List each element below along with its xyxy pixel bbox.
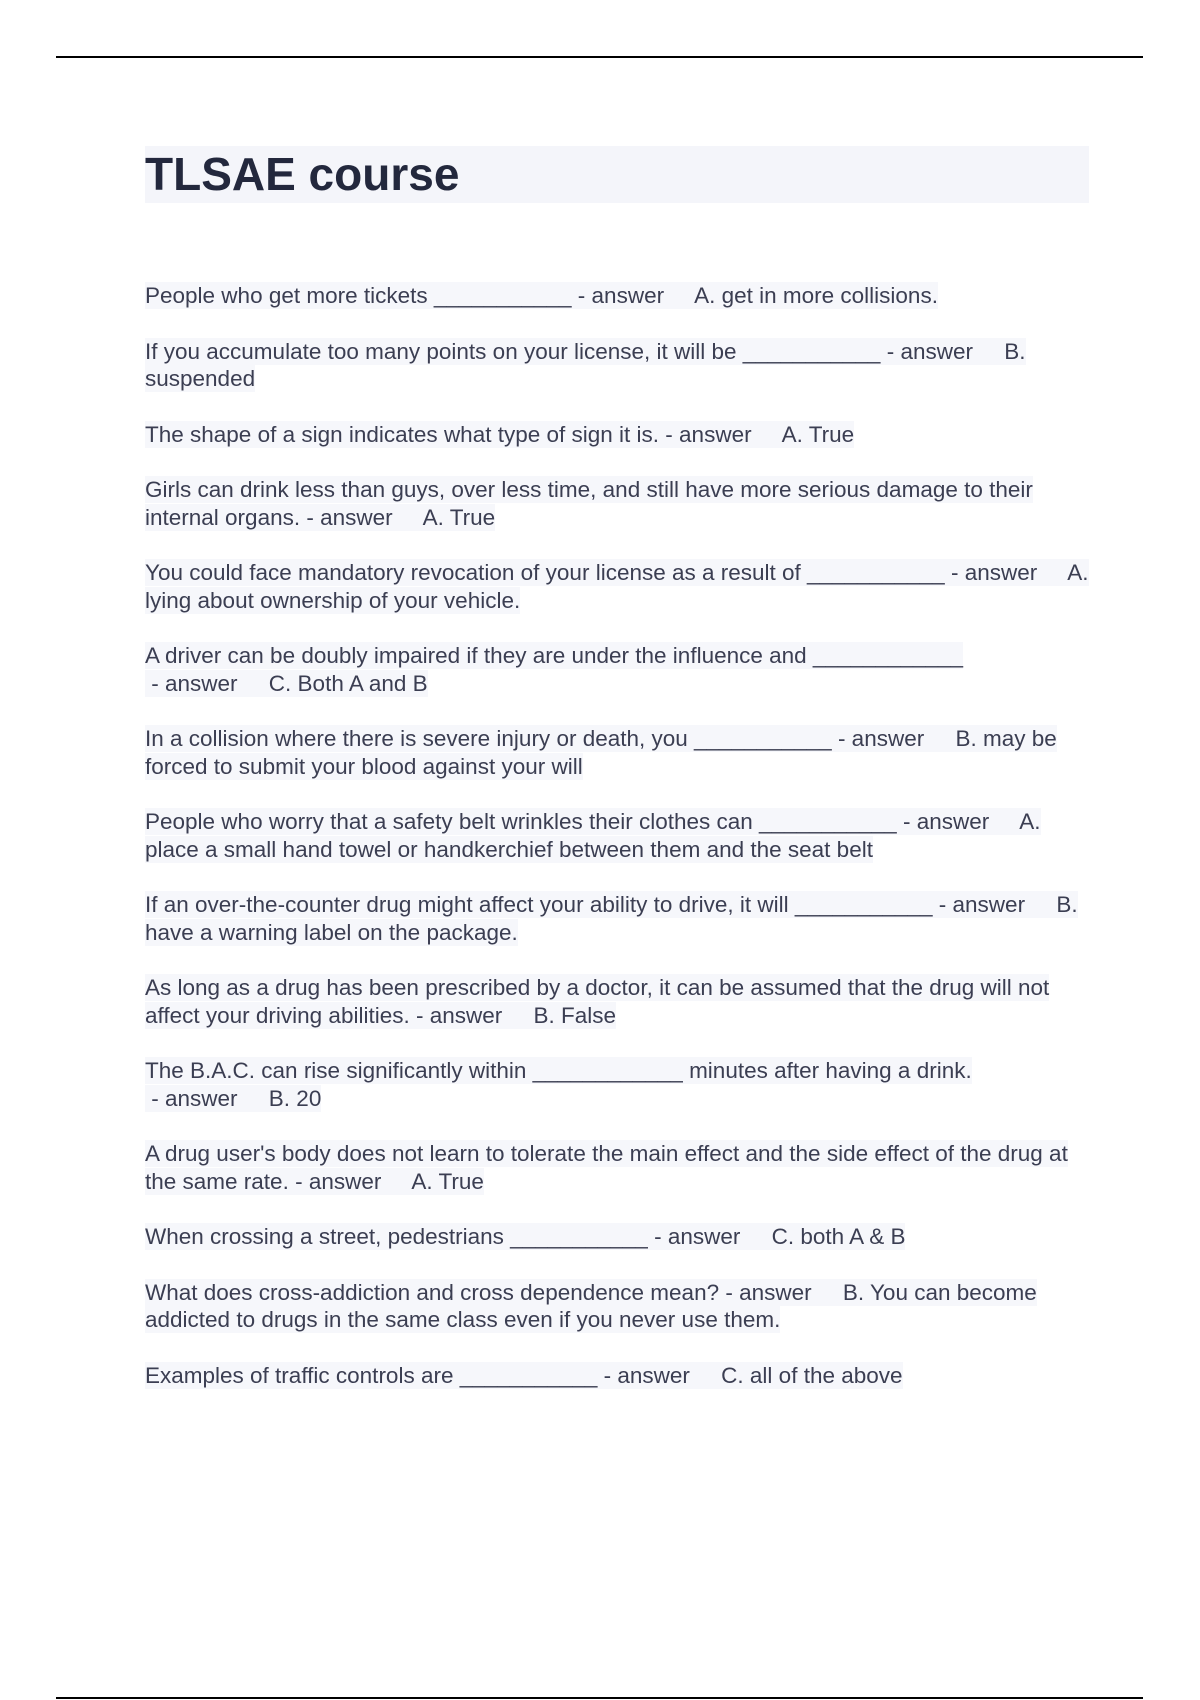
qa-item [145,808,1090,863]
answer-separator: - answer [647,1224,772,1249]
question-text: As long as a drug has been prescribed by a doctor, it can be assumed that the drug will not affect your driving abilities. [145,975,1050,1028]
answer-separator: - answer [932,892,1057,917]
answer-text: B. suspended [145,338,1026,391]
question-text: Girls can drink less than guys, over less time, and still have more serious damage to their internal organs. [145,477,1033,530]
qa-item [145,1057,1090,1112]
qa-list [145,282,1090,1417]
answer-separator: - answer [831,726,956,751]
question-text: A driver can be doubly impaired if they are under the influence and ____________ [145,643,964,668]
qa-item [145,642,1090,697]
bottom-rule [56,1697,1143,1699]
answer-separator: - answer [880,338,1005,364]
answer-separator: - answer [300,504,423,530]
qa-item [145,282,1090,310]
question-text: What does cross-addiction and cross dependence mean? [145,1279,720,1305]
question-text: Examples of traffic controls are ___________ [145,1362,598,1388]
answer-text: C. Both A and B [268,670,428,696]
answer-separator: - answer [145,670,269,696]
question-text: When crossing a street, pedestrians ___________ [145,1224,648,1249]
answer-separator: - answer [409,1002,534,1028]
answer-text: A. True [422,504,496,530]
answer-separator: - answer [659,421,782,447]
question-text: A drug user's body does not learn to tolerate the main effect and the side effect of the drug at the same rate. [145,1141,1068,1194]
qa-item [145,1140,1090,1195]
qa-item [145,421,1090,449]
answer-text: C. all of the above [721,1362,903,1388]
question-text: People who worry that a safety belt wrinkles their clothes can ___________ [145,809,897,834]
answer-text: B. have a warning label on the package. [145,892,1078,945]
answer-text: B. False [533,1002,617,1028]
answer-separator: - answer [719,1279,843,1305]
answer-separator: - answer [571,283,695,308]
answer-separator: - answer [597,1362,722,1388]
answer-text: C. both A & B [771,1224,906,1249]
answer-text: B. may be forced to submit your blood against your will [145,726,1057,779]
answer-text: B. 20 [268,1085,322,1111]
qa-item [145,476,1090,531]
question-text: The shape of a sign indicates what type of sign it is. [145,421,660,447]
qa-item [145,1362,1090,1390]
top-rule [56,56,1143,58]
answer-text: A. get in more collisions. [694,283,938,308]
question-text: If an over-the-counter drug might affect your ability to drive, it will ___________ [145,892,933,917]
page-title: TLSAE course [145,148,460,200]
answer-text: A. True [411,1168,484,1194]
qa-item [145,1223,1090,1251]
answer-separator: - answer [288,1168,412,1194]
question-text: In a collision where there is severe injury or death, you ___________ [145,726,832,751]
qa-item [145,338,1090,393]
answer-text: A. True [781,421,855,447]
qa-item [145,891,1090,946]
question-text: If you accumulate too many points on your license, it will be ___________ [145,338,881,364]
qa-item [145,974,1090,1029]
question-text: The B.A.C. can rise significantly within ____________ minutes after having a drink. [145,1058,972,1083]
question-text: People who get more tickets ___________ [145,283,572,308]
qa-item [145,725,1090,780]
answer-separator: - answer [145,1085,269,1111]
answer-text: A. place a small hand towel or handkerchief between them and the seat belt [145,809,1041,862]
answer-text: A. lying about ownership of your vehicle. [145,560,1089,613]
qa-item [145,1279,1090,1334]
answer-separator: - answer [896,809,1020,834]
question-text: You could face mandatory revocation of your license as a result of ___________ [145,560,945,585]
answer-separator: - answer [944,560,1068,585]
answer-text: B. You can become addicted to drugs in the same class even if you never use them. [145,1279,1037,1332]
qa-item [145,559,1090,614]
